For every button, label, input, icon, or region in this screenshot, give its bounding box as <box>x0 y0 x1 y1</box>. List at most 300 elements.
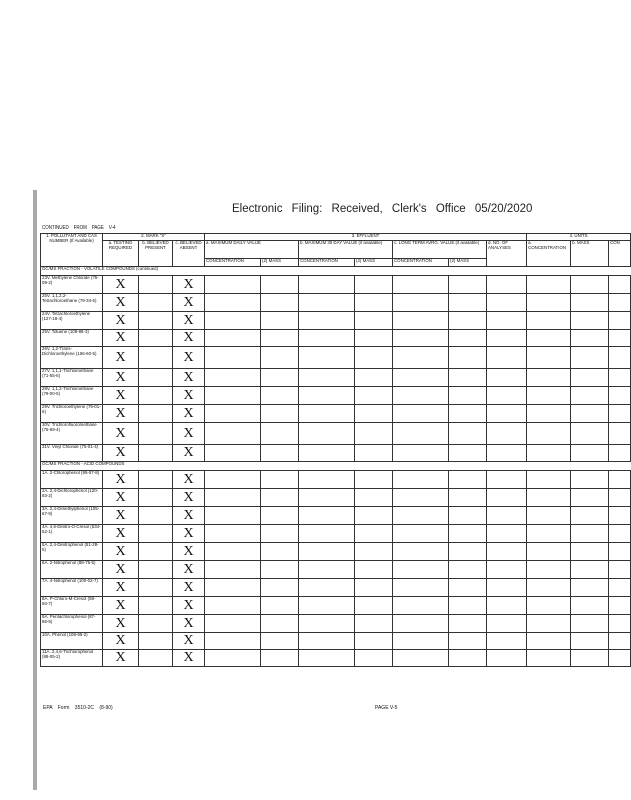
value-cell <box>487 543 527 561</box>
pollutant-name: 8A. P-Chloro-M-Cresol (59-50-7) <box>41 597 103 615</box>
believed-absent-mark: X <box>173 615 205 633</box>
page-number: PAGE V-5 <box>375 705 398 711</box>
value-cell <box>571 405 609 423</box>
pollutant-name: 31V. Vinyl Chloride (75-01-4) <box>41 445 103 462</box>
value-cell <box>355 445 393 462</box>
value-cell <box>261 650 299 667</box>
value-cell <box>571 330 609 347</box>
testing-required-mark: X <box>103 347 139 369</box>
value-cell <box>299 650 355 667</box>
value-cell <box>487 405 527 423</box>
value-cell <box>393 633 449 650</box>
mass-header: (2) MASS <box>355 259 393 267</box>
con-header: CON <box>609 241 631 267</box>
testing-required-mark: X <box>103 579 139 597</box>
testing-required-mark: X <box>103 330 139 347</box>
believed-absent-mark: X <box>173 525 205 543</box>
value-cell <box>261 507 299 525</box>
value-cell <box>299 579 355 597</box>
testing-required-mark: X <box>103 369 139 387</box>
value-cell <box>299 347 355 369</box>
believed-absent-mark: X <box>173 561 205 579</box>
value-cell <box>527 579 571 597</box>
value-cell <box>299 525 355 543</box>
value-cell <box>261 561 299 579</box>
value-cell <box>527 276 571 294</box>
believed-absent-mark: X <box>173 507 205 525</box>
value-cell <box>393 525 449 543</box>
units-mass-header: b. MASS <box>571 241 609 267</box>
believed-present-mark <box>139 312 173 330</box>
believed-absent-mark: X <box>173 650 205 667</box>
value-cell <box>449 507 487 525</box>
believed-absent-mark: X <box>173 423 205 445</box>
value-cell <box>205 471 261 489</box>
value-cell <box>449 489 487 507</box>
value-cell <box>571 507 609 525</box>
value-cell <box>449 471 487 489</box>
believed-absent-mark: X <box>173 445 205 462</box>
believed-present-mark <box>139 543 173 561</box>
value-cell <box>487 489 527 507</box>
pollutant-row <box>41 615 631 633</box>
value-cell <box>299 507 355 525</box>
value-cell <box>609 543 631 561</box>
believed-present-mark <box>139 615 173 633</box>
pollutant-row <box>41 312 631 330</box>
no-analyses-header: d. NO. OF ANALYSES <box>487 241 527 267</box>
value-cell <box>449 543 487 561</box>
concentration-header: CONCENTRATION <box>205 259 261 267</box>
value-cell <box>609 330 631 347</box>
pollutant-row <box>41 633 631 650</box>
form-sheet <box>40 225 618 715</box>
value-cell <box>487 330 527 347</box>
concentration-header: CONCENTRATION <box>393 259 449 267</box>
units-concentration-header: a. CONCENTRATION <box>527 241 571 267</box>
value-cell <box>355 387 393 405</box>
believed-absent-mark: X <box>173 471 205 489</box>
value-cell <box>571 369 609 387</box>
value-cell <box>609 525 631 543</box>
value-cell <box>205 525 261 543</box>
value-cell <box>527 507 571 525</box>
value-cell <box>527 369 571 387</box>
value-cell <box>487 347 527 369</box>
value-cell <box>449 445 487 462</box>
value-cell <box>609 597 631 615</box>
value-cell <box>261 543 299 561</box>
believed-present-mark <box>139 597 173 615</box>
testing-required-mark: X <box>103 633 139 650</box>
value-cell <box>205 615 261 633</box>
value-cell <box>261 294 299 312</box>
value-cell <box>393 489 449 507</box>
value-cell <box>299 471 355 489</box>
value-cell <box>205 445 261 462</box>
believed-present-mark <box>139 423 173 445</box>
value-cell <box>393 579 449 597</box>
concentration-header: CONCENTRATION <box>299 259 355 267</box>
value-cell <box>571 312 609 330</box>
value-cell <box>299 405 355 423</box>
value-cell <box>205 633 261 650</box>
value-cell <box>261 489 299 507</box>
value-cell <box>393 276 449 294</box>
value-cell <box>393 423 449 445</box>
value-cell <box>527 650 571 667</box>
fraction-heading: GC/MS FRACTION - ACID COMPOUNDS <box>41 462 631 471</box>
value-cell <box>299 615 355 633</box>
mark-x-header: 2. MARK "X" <box>103 234 205 241</box>
value-cell <box>449 633 487 650</box>
pollutant-name: 24V. Tetrachloroethylene (127-18-4) <box>41 312 103 330</box>
value-cell <box>487 445 527 462</box>
value-cell <box>571 445 609 462</box>
pollutant-row <box>41 579 631 597</box>
value-cell <box>261 387 299 405</box>
value-cell <box>393 405 449 423</box>
value-cell <box>571 294 609 312</box>
believed-present-mark <box>139 347 173 369</box>
testing-required-mark: X <box>103 561 139 579</box>
value-cell <box>487 507 527 525</box>
believed-present-mark <box>139 489 173 507</box>
value-cell <box>527 633 571 650</box>
pollutant-name: 5A. 2,4-Dinitrophenol (51-28-5) <box>41 543 103 561</box>
value-cell <box>449 276 487 294</box>
value-cell <box>527 525 571 543</box>
value-cell <box>487 471 527 489</box>
value-cell <box>393 543 449 561</box>
believed-absent-mark: X <box>173 312 205 330</box>
believed-absent-mark: X <box>173 543 205 561</box>
form-number: EPA Form 3510-2C (8-90) <box>43 705 113 711</box>
value-cell <box>449 405 487 423</box>
value-cell <box>205 405 261 423</box>
testing-required-mark: X <box>103 471 139 489</box>
pollutant-row <box>41 489 631 507</box>
value-cell <box>261 615 299 633</box>
value-cell <box>449 312 487 330</box>
value-cell <box>261 369 299 387</box>
value-cell <box>299 276 355 294</box>
value-cell <box>261 312 299 330</box>
value-cell <box>527 543 571 561</box>
pollutant-name: 29V. Trichloroethylene (79-01-6) <box>41 405 103 423</box>
testing-required-mark: X <box>103 423 139 445</box>
value-cell <box>609 445 631 462</box>
pollutant-row <box>41 445 631 462</box>
pollutant-name: 25V. 1,1,2,2-Tetrachloroethane (79-34-5) <box>41 294 103 312</box>
testing-required-mark: X <box>103 276 139 294</box>
max-30day-header: b. MAXIMUM 30 DAY VALUE (if available) <box>299 241 393 259</box>
value-cell <box>261 423 299 445</box>
pollutant-name: 6A. 2-Nitrophenol (88-75-5) <box>41 561 103 579</box>
value-cell <box>449 330 487 347</box>
value-cell <box>261 579 299 597</box>
pollutant-row <box>41 369 631 387</box>
pollutant-name: 10A. Phenol (108-95-2) <box>41 633 103 650</box>
pollutant-row <box>41 347 631 369</box>
testing-required-mark: X <box>103 650 139 667</box>
value-cell <box>205 369 261 387</box>
believed-absent-mark: X <box>173 387 205 405</box>
value-cell <box>205 312 261 330</box>
value-cell <box>571 597 609 615</box>
value-cell <box>205 579 261 597</box>
believed-present-mark <box>139 330 173 347</box>
value-cell <box>449 579 487 597</box>
value-cell <box>299 543 355 561</box>
value-cell <box>393 369 449 387</box>
testing-required-mark: X <box>103 405 139 423</box>
value-cell <box>527 561 571 579</box>
mass-header: (2) MASS <box>261 259 299 267</box>
units-header: 4. UNITS <box>527 234 631 241</box>
pollutant-row <box>41 597 631 615</box>
value-cell <box>449 525 487 543</box>
value-cell <box>355 276 393 294</box>
value-cell <box>355 597 393 615</box>
testing-required-mark: X <box>103 294 139 312</box>
value-cell <box>609 423 631 445</box>
believed-present-mark <box>139 471 173 489</box>
value-cell <box>355 423 393 445</box>
value-cell <box>261 276 299 294</box>
believed-absent-mark: X <box>173 294 205 312</box>
pollutant-header: 1. POLLUTANT AND CAS NUMBER (If Available) <box>41 234 103 267</box>
value-cell <box>261 405 299 423</box>
value-cell <box>449 597 487 615</box>
pollutant-name: 7A. 4-Nitrophenol (100-02-7) <box>41 579 103 597</box>
value-cell <box>609 489 631 507</box>
value-cell <box>609 347 631 369</box>
testing-required-mark: X <box>103 615 139 633</box>
value-cell <box>609 276 631 294</box>
value-cell <box>355 330 393 347</box>
value-cell <box>609 579 631 597</box>
believed-absent-mark: X <box>173 633 205 650</box>
believed-present-header: b. BELIEVED PRESENT <box>139 241 173 267</box>
value-cell <box>487 387 527 405</box>
pollutant-row <box>41 507 631 525</box>
value-cell <box>527 615 571 633</box>
value-cell <box>205 387 261 405</box>
testing-required-mark: X <box>103 525 139 543</box>
value-cell <box>393 387 449 405</box>
value-cell <box>487 294 527 312</box>
value-cell <box>205 507 261 525</box>
value-cell <box>355 369 393 387</box>
pollutant-row <box>41 525 631 543</box>
believed-present-mark <box>139 633 173 650</box>
value-cell <box>299 633 355 650</box>
value-cell <box>487 423 527 445</box>
value-cell <box>261 330 299 347</box>
value-cell <box>527 597 571 615</box>
believed-absent-mark: X <box>173 579 205 597</box>
value-cell <box>299 330 355 347</box>
value-cell <box>205 543 261 561</box>
believed-absent-mark: X <box>173 597 205 615</box>
pollutant-name: 25V. Toluene (108-88-3) <box>41 330 103 347</box>
pollutant-row <box>41 423 631 445</box>
value-cell <box>299 561 355 579</box>
value-cell <box>393 471 449 489</box>
value-cell <box>571 423 609 445</box>
value-cell <box>571 387 609 405</box>
effluent-header: 3. EFFLUENT <box>205 234 527 241</box>
value-cell <box>571 633 609 650</box>
scan-edge <box>33 190 37 790</box>
believed-absent-header: c. BELIEVED ABSENT <box>173 241 205 267</box>
value-cell <box>299 294 355 312</box>
value-cell <box>355 489 393 507</box>
value-cell <box>527 405 571 423</box>
value-cell <box>393 312 449 330</box>
believed-present-mark <box>139 445 173 462</box>
value-cell <box>299 387 355 405</box>
pollutant-row <box>41 405 631 423</box>
pollutant-row <box>41 543 631 561</box>
value-cell <box>487 276 527 294</box>
value-cell <box>571 489 609 507</box>
value-cell <box>299 312 355 330</box>
pollutant-name: 9A. Pentachlorophenol (87-86-5) <box>41 615 103 633</box>
pollutant-name: 28V. 1,1,2-Trichloroethane (79-00-5) <box>41 387 103 405</box>
value-cell <box>393 445 449 462</box>
value-cell <box>487 615 527 633</box>
value-cell <box>393 330 449 347</box>
value-cell <box>355 347 393 369</box>
max-daily-header: a. MAXIMUM DAILY VALUE <box>205 241 299 259</box>
value-cell <box>487 369 527 387</box>
pollutant-row <box>41 330 631 347</box>
value-cell <box>609 650 631 667</box>
believed-absent-mark: X <box>173 347 205 369</box>
value-cell <box>299 369 355 387</box>
value-cell <box>355 615 393 633</box>
believed-present-mark <box>139 525 173 543</box>
value-cell <box>449 387 487 405</box>
value-cell <box>205 276 261 294</box>
value-cell <box>571 471 609 489</box>
value-cell <box>205 330 261 347</box>
value-cell <box>355 405 393 423</box>
value-cell <box>261 525 299 543</box>
value-cell <box>449 615 487 633</box>
value-cell <box>527 423 571 445</box>
believed-absent-mark: X <box>173 276 205 294</box>
fraction-heading-row <box>41 267 631 276</box>
value-cell <box>609 561 631 579</box>
pollutant-name: 30V. Trichlorofluoromethane (75-69-4) <box>41 423 103 445</box>
value-cell <box>393 347 449 369</box>
value-cell <box>355 650 393 667</box>
pollutant-name: 3A. 2,4-Dimethylphenol (105-67-9) <box>41 507 103 525</box>
value-cell <box>205 347 261 369</box>
pollutant-name: 4A. 4,6-Dinitro-O-Cresol (534-52-1) <box>41 525 103 543</box>
value-cell <box>527 330 571 347</box>
fraction-heading-row <box>41 462 631 471</box>
value-cell <box>449 423 487 445</box>
value-cell <box>527 347 571 369</box>
value-cell <box>355 543 393 561</box>
value-cell <box>355 525 393 543</box>
pollutant-name: 27V. 1,1,1-Trichloroethane (71-55-6) <box>41 369 103 387</box>
value-cell <box>609 369 631 387</box>
testing-required-mark: X <box>103 597 139 615</box>
value-cell <box>261 347 299 369</box>
pollutant-row <box>41 387 631 405</box>
value-cell <box>527 294 571 312</box>
mass-header: (2) MASS <box>449 259 487 267</box>
value-cell <box>299 597 355 615</box>
believed-present-mark <box>139 387 173 405</box>
pollutant-row <box>41 276 631 294</box>
value-cell <box>355 294 393 312</box>
value-cell <box>527 471 571 489</box>
pollutant-name: 1A. 2-Chlorophenol (95-57-8) <box>41 471 103 489</box>
value-cell <box>487 312 527 330</box>
value-cell <box>609 471 631 489</box>
value-cell <box>527 312 571 330</box>
value-cell <box>355 579 393 597</box>
pollutant-table <box>40 233 631 667</box>
value-cell <box>261 597 299 615</box>
continued-line: CONTINUED FROM PAGE V-4 <box>42 225 116 231</box>
value-cell <box>393 615 449 633</box>
pollutant-name: 23V. Methylene Chloride (75-09-2) <box>41 276 103 294</box>
value-cell <box>205 561 261 579</box>
pollutant-row <box>41 650 631 667</box>
value-cell <box>299 445 355 462</box>
value-cell <box>571 347 609 369</box>
value-cell <box>299 489 355 507</box>
pollutant-row <box>41 471 631 489</box>
testing-required-mark: X <box>103 387 139 405</box>
value-cell <box>393 597 449 615</box>
believed-absent-mark: X <box>173 489 205 507</box>
value-cell <box>571 525 609 543</box>
value-cell <box>299 423 355 445</box>
pollutant-row <box>41 561 631 579</box>
value-cell <box>487 633 527 650</box>
value-cell <box>571 561 609 579</box>
value-cell <box>609 405 631 423</box>
value-cell <box>527 445 571 462</box>
value-cell <box>571 650 609 667</box>
value-cell <box>571 276 609 294</box>
value-cell <box>205 650 261 667</box>
value-cell <box>527 387 571 405</box>
value-cell <box>261 633 299 650</box>
value-cell <box>393 650 449 667</box>
testing-required-mark: X <box>103 543 139 561</box>
believed-present-mark <box>139 294 173 312</box>
value-cell <box>487 561 527 579</box>
believed-present-mark <box>139 650 173 667</box>
believed-present-mark <box>139 507 173 525</box>
value-cell <box>487 597 527 615</box>
value-cell <box>449 561 487 579</box>
value-cell <box>393 561 449 579</box>
fraction-heading: GC/MS FRACTION - VOLATILE COMPOUNDS (continued) <box>41 267 631 276</box>
value-cell <box>571 615 609 633</box>
pollutant-name: 11A. 2,4,6-Trichlorophenol (88-05-2) <box>41 650 103 667</box>
value-cell <box>609 387 631 405</box>
